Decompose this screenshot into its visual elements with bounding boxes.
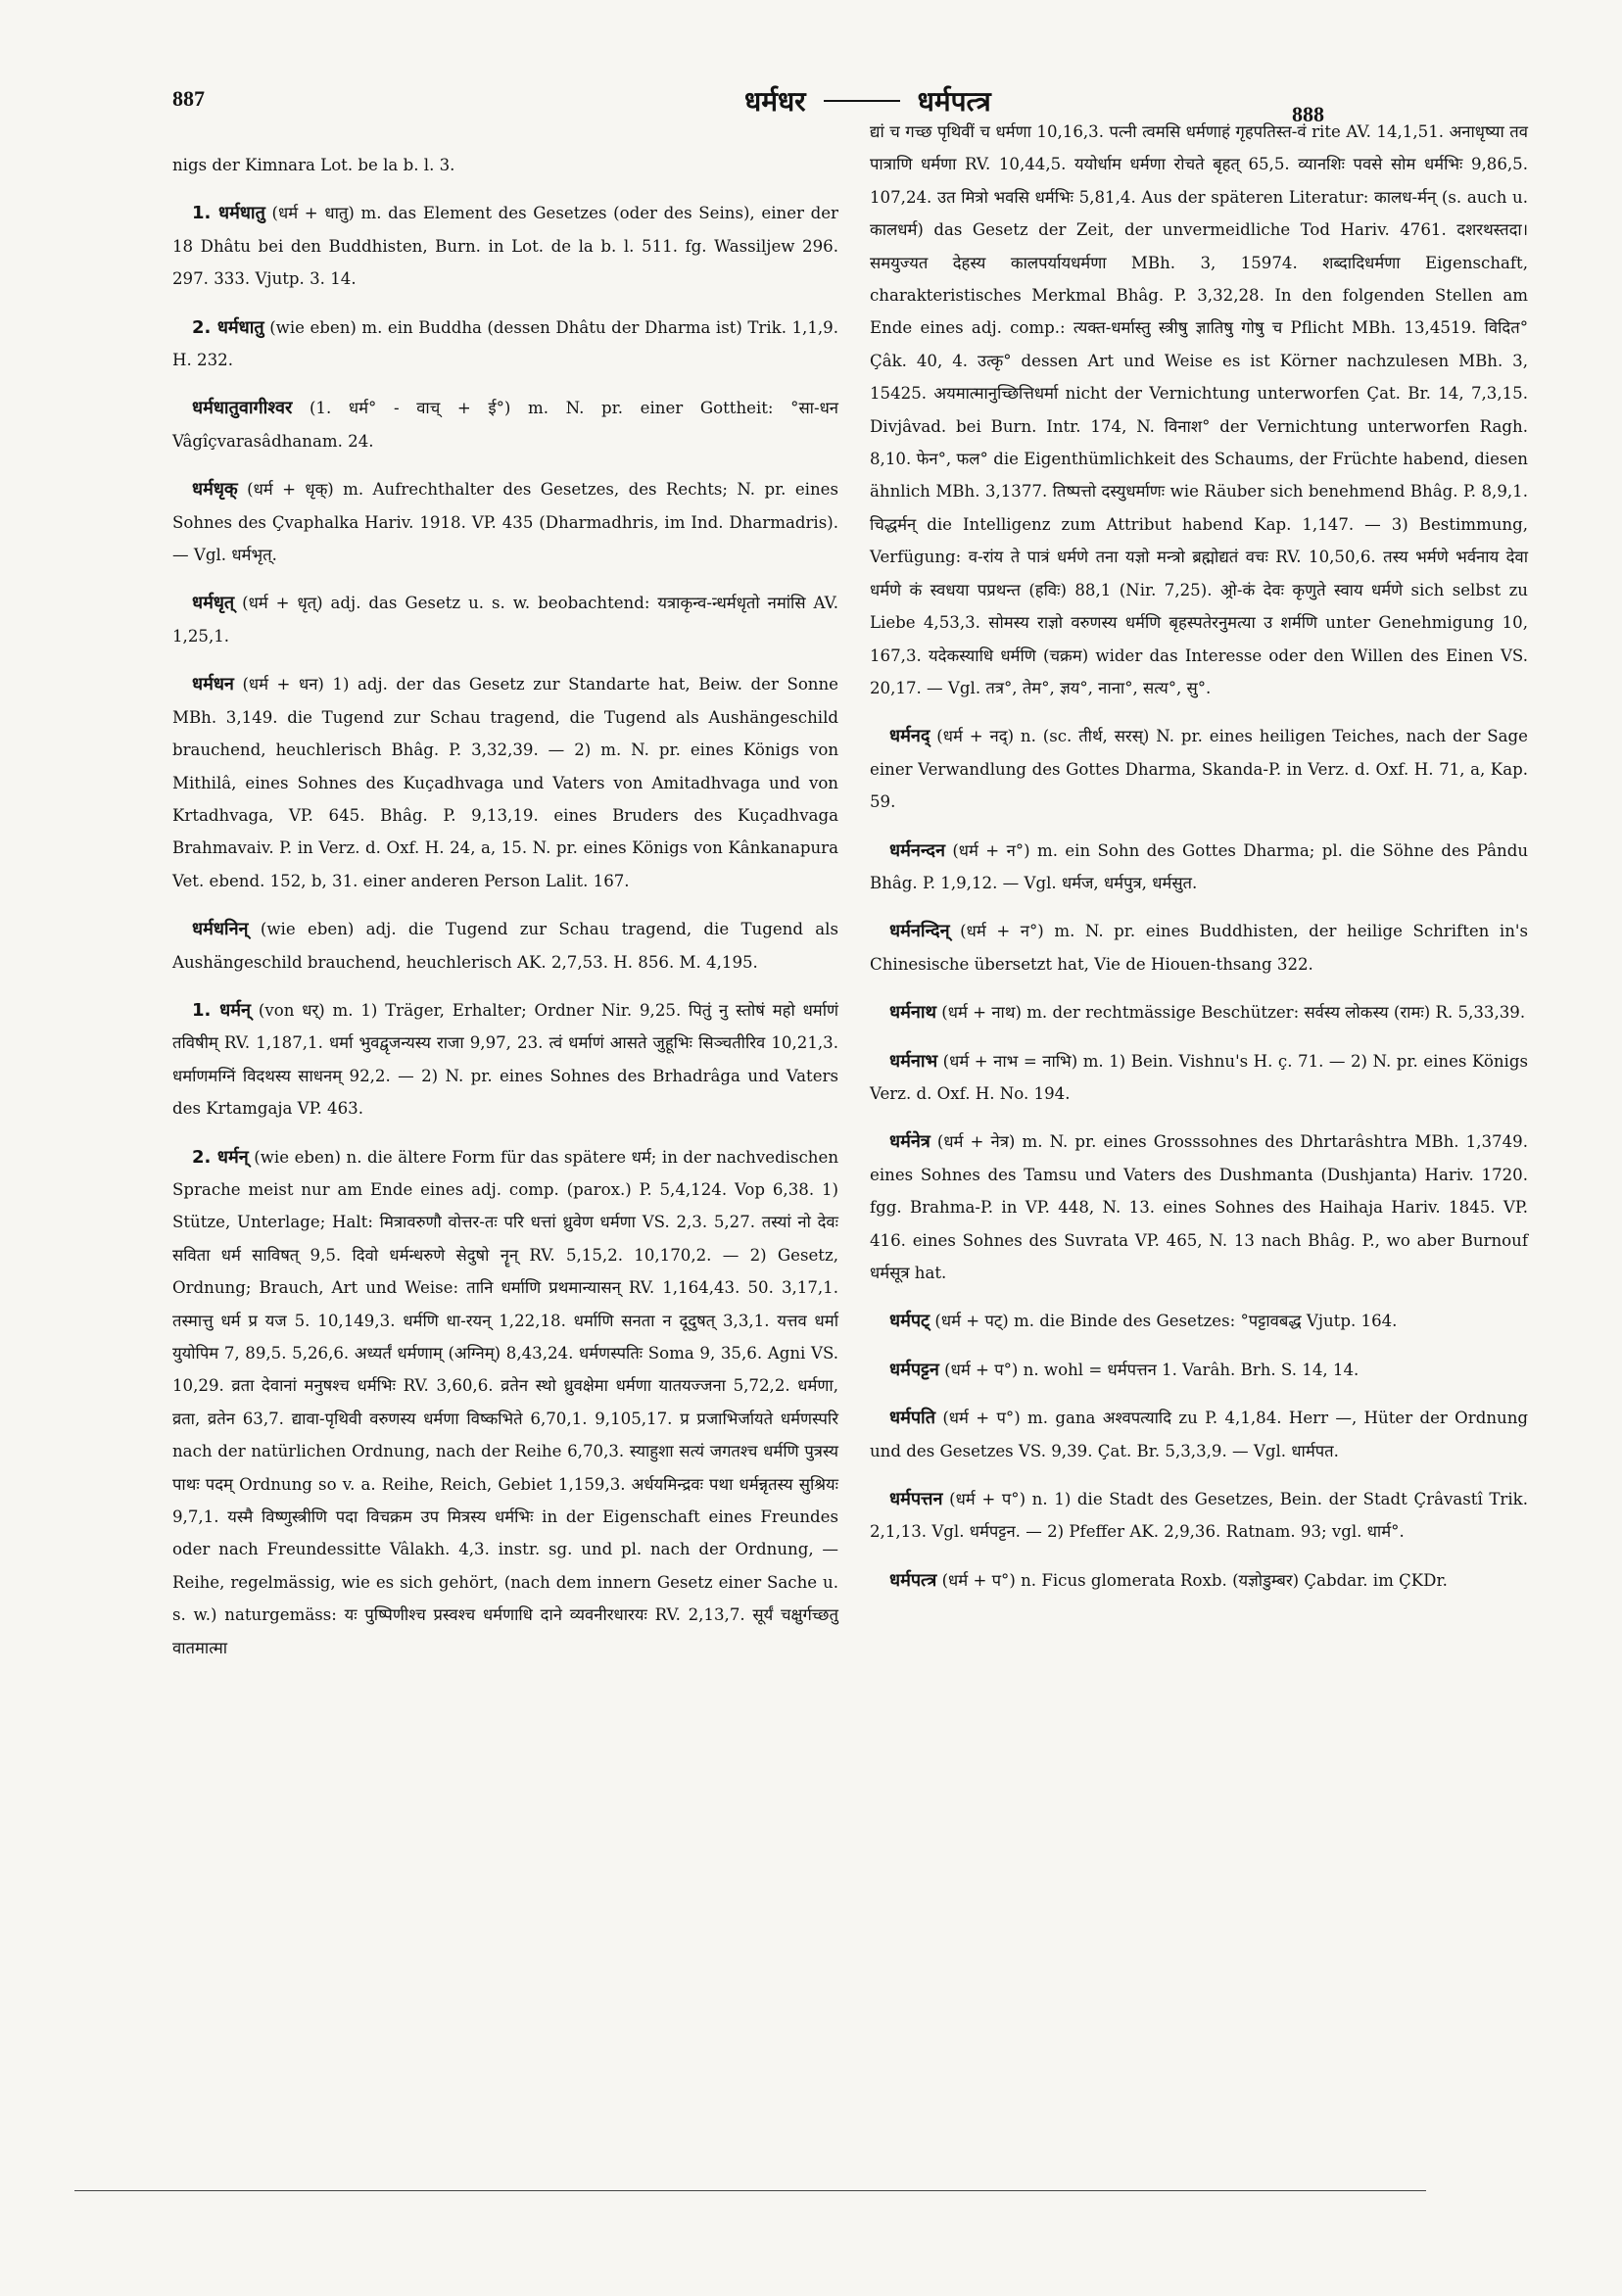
dictionary-entry xyxy=(870,996,1528,1028)
entry-headword: 1. धर्मधातु xyxy=(192,203,265,224)
dictionary-entry xyxy=(870,720,1528,818)
dictionary-entry xyxy=(172,197,838,295)
entry-text: (धर्म + प°) n. 1) die Stadt des Gesetzes, Bein. der Stadt Çrâvastî Trik. 2,1,13. Vgl. धर्मपट्टन. — 2) Pfeffer AK. 2,9,36. Ratnam. 93; vgl. धार्म°. xyxy=(870,1490,1528,1542)
dictionary-entry xyxy=(870,1045,1528,1111)
page-number-left: 887 xyxy=(172,86,205,111)
entry-text: (धर्म + धन) 1) adj. der das Gesetz zur Standarte hat, Beiw. der Sonne MBh. 3,149. die Tugend zur Schau tragend, die Tugend als Aushängeschild brauchend, heuchlerisch Bhâg. P. 3,32,39. — 2) m. N. pr. eines Königs von Mithilâ, eines Sohnes des Kuçadhvaga und Vaters von Amitadhvaga und von Krtadhvaga, VP. 645. Bhâg. P. 9,13,19. eines Bruders des Kuçadhvaga Brahmavaiv. P. in Verz. d. Oxf. H. 24, a, 15. N. pr. eines Königs von Kânkanapura Vet. ebend. 152, b, 31. einer anderen Person Lalit. 167. xyxy=(172,675,838,890)
dictionary-entry xyxy=(172,587,838,652)
entry-headword: धर्मनाभ xyxy=(889,1050,938,1072)
entry-headword: धर्मधनिन् xyxy=(192,919,249,940)
dictionary-entry xyxy=(870,835,1528,900)
entry-text: (धर्म + प°) m. gana अश्वपत्यादि zu P. 4,1,84. Herr —, Hüter der Ordnung und des Gesetzes VS. 9,39. Çat. Br. 5,3,3,9. — Vgl. धार्मपत. xyxy=(870,1409,1529,1460)
dictionary-entry xyxy=(172,913,838,979)
entry-text: द्यां च गच्छ पृथिवीं च धर्मणा 10,16,3. पत्नी त्वमसि धर्मणाहं गृहपतिस्त-वं rite AV. 14,1,51. अनाधृष्या तव पात्राणि धर्मणा RV. 10,44,5. ययोर्धाम धर्मणा रोचते बृहत् 65,5. व्यानशिः पवसे सोम धर्मभिः 9,86,5. 107,24. उत मित्रो भवसि धर्मभिः 5,81,4. Aus der späteren Literatur: कालध-र्मन् (s. auch u. कालधर्म) das Gesetz der Zeit, der unvermeidliche Tod Hariv. 4761. दशरथस्तदा। समयुज्यत देहस्य कालपर्यायधर्मणा MBh. 3, 15974. शब्दादिधर्मणा Eigenschaft, charakteristisches Merkmal Bhâg. P. 3,32,28. In den folgenden Stellen am Ende eines adj. comp.: त्यक्त-धर्मास्तु स्त्रीषु ज्ञातिषु गोषु च Pflicht MBh. 13,4519. विदित° Çâk. 40, 4. उत्कृ° dessen Art und Weise es ist Körner nachzulesen MBh. 3, 15425. अयमात्मानुच्छित्तिधर्मा nicht der Vernichtung unterworfen Çat. Br. 14, 7,3,15. Divjâvad. bei Burn. Intr. 174, N. विनाश° der Vernichtung unterworfen Ragh. 8,10. फेन°, फल° die Eigenthümlichkeit des Schaums, der Früchte habend, diesen ähnlich MBh. 3,1377. तिष्पत्तो दस्युधर्माणः wie Räuber sich benehmend Bhâg. P. 8,9,1. चिद्धर्मन् die Intelligenz zum Attribut habend Kap. 1,147. — 3) Bestimmung, Verfügung: व-रांय ते पात्रं धर्मणे तना यज्ञो मन्त्रो ब्रह्मोद्यतं वचः RV. 10,50,6. तस्य भर्मणे भर्वनाय देवा धर्मणे कं स्वधया पप्रथन्त (हविः) 88,1 (Nir. 7,25). अ्रो-कं देवः कृणुते स्वाय धर्मणे sich selbst zu Liebe 4,53,3. सोमस्य राज्ञो वरुणस्य धर्मणि बृहस्पतेरनुमत्या उ शर्मणि unter Genehmigung 10, 167,3. यदेकस्याधि धर्मणि (चक्रम) wider das Interesse oder den Willen des Einen VS. 20,17. — Vgl. तत्र°, तेम°, ज्ञय°, नाना°, सत्य°, सु°. xyxy=(870,122,1528,697)
entry-headword: धर्मपट् xyxy=(889,1311,930,1332)
dictionary-entry xyxy=(172,994,838,1125)
entry-headword: धर्मनेत्र xyxy=(889,1131,930,1153)
dictionary-entry xyxy=(870,1483,1528,1549)
dictionary-entry xyxy=(172,311,838,377)
entry-text: (धर्म + नेत्र) m. N. pr. eines Grosssohnes des Dhrtarâshtra MBh. 1,3749. eines Sohnes des Tamsu und Vaters des Dushmanta (Dushjanta) Hariv. 1720. fgg. Brahma-P. in VP. 448, N. 13. eines Sohnes des Haihaja Hariv. 1845. VP. 416. eines Sohnes des Suvrata VP. 465, N. 13 nach Bhâg. P., wo aber Burnouf धर्मसूत्र hat. xyxy=(870,1132,1528,1282)
entry-text: (धर्म + धातु) m. das Element des Gesetzes (oder des Seins), einer der 18 Dhâtu bei den Buddhisten, Burn. in Lot. de la b. l. 511. fg. Wassiljew 296. 297. 333. Vjutp. 3. 14. xyxy=(172,204,838,289)
dictionary-entry xyxy=(172,668,838,897)
dictionary-entry xyxy=(870,1305,1528,1337)
entry-headword: 1. धर्मन् xyxy=(192,999,252,1021)
entry-headword: 2. धर्मन् xyxy=(192,1146,249,1168)
page-number-right: 888 xyxy=(1292,102,1324,126)
running-head xyxy=(744,82,1195,120)
entry-headword: धर्मधृक् xyxy=(192,479,238,501)
running-head-right: धर्मपत्त्र xyxy=(917,85,991,118)
entry-text: (wie eben) m. ein Buddha (dessen Dhâtu der Dharma ist) Trik. 1,1,9. H. 232. xyxy=(172,317,838,370)
entry-text: (धर्म + नाथ) m. der rechtmässige Beschützer: सर्वस्य लोकस्य (रामः) R. 5,33,39. xyxy=(941,1003,1526,1023)
entry-text: (धर्म + प°) n. wohl = धर्मपत्तन 1. Varâh. Brh. S. 14, 14. xyxy=(944,1360,1360,1379)
dictionary-entry xyxy=(172,149,838,181)
entry-headword: धर्मधातुवागीश्वर xyxy=(192,398,293,419)
entry-text: (धर्म + प°) n. Ficus glomerata Roxb. (यज्ञोडुम्बर) Çabdar. im ÇKDr. xyxy=(941,1570,1448,1590)
dictionary-entry xyxy=(870,1402,1528,1467)
entry-headword: धर्मपट्टन xyxy=(889,1359,939,1380)
dictionary-entry xyxy=(870,1354,1528,1386)
entry-headword: धर्मधन xyxy=(192,674,234,695)
entry-text: nigs der Kimnara Lot. be la b. l. 3. xyxy=(172,156,455,174)
entry-headword: धर्मनद् xyxy=(889,726,930,747)
entry-headword: धर्मपत्त्र xyxy=(889,1569,937,1591)
right-column xyxy=(870,116,1528,1612)
entry-headword: धर्मनाथ xyxy=(889,1002,936,1024)
entry-text: (धर्म + न°) m. N. pr. eines Buddhisten, der heilige Schriften in's Chinesische übersetzt hat, Vie de Hiouen-thsang 322. xyxy=(870,922,1528,974)
left-column xyxy=(172,149,838,1680)
dictionary-entry xyxy=(870,116,1528,704)
entry-text: (von धर्) m. 1) Träger, Erhalter; Ordner Nir. 9,25. पितुं नु स्तोषं महो धर्माणं तविषीम् RV. 1,187,1. धर्मा भुवद्वृजन्यस्य राजा 9,97, 23. त्वं धर्माणं आसते जुहूभिः सिञ्चतीरिव 10,21,3. धर्माणमग्निं विदथस्य साधनम् 92,2. — 2) N. pr. eines Sohnes des Brhadrâga und Vaters des Krtamgaja VP. 463. xyxy=(172,1000,839,1119)
entry-text: (धर्म + धृक्) m. Aufrechthalter des Gesetzes, des Rechts; N. pr. eines Sohnes des Çvaphalka Hariv. 1918. VP. 435 (Dharmadhris, im Ind. Dharmadris). — Vgl. धर्मभृत्. xyxy=(172,480,838,565)
dictionary-entry xyxy=(870,915,1528,981)
entry-headword: धर्मधृत् xyxy=(192,593,235,614)
entry-text: (धर्म + नाभ = नाभि) m. 1) Bein. Vishnu's H. ç. 71. — 2) N. pr. eines Königs Verz. d. Oxf. H. No. 194. xyxy=(870,1051,1528,1103)
entry-headword: धर्मनन्दिन् xyxy=(889,921,950,942)
dictionary-entry xyxy=(172,1141,838,1665)
dictionary-entry xyxy=(870,1125,1528,1289)
entry-text: (wie eben) adj. die Tugend zur Schau tragend, die Tugend als Aushängeschild brauchend, heuchlerisch AK. 2,7,53. H. 856. M. 4,195. xyxy=(172,920,838,972)
entry-headword: धर्मपति xyxy=(889,1408,935,1429)
entry-headword: 2. धर्मधातु xyxy=(192,316,264,338)
entry-headword: धर्मपत्तन xyxy=(889,1489,943,1510)
running-head-dash xyxy=(824,100,900,102)
entry-text: (धर्म + न°) m. ein Sohn des Gottes Dharma; pl. die Söhne des Pându Bhâg. P. 1,9,12. — Vgl. धर्मज, धर्मपुत्र, धर्मसुत. xyxy=(870,840,1529,892)
entry-text: (धर्म + धृत्) adj. das Gesetz u. s. w. beobachtend: यत्राकृन्व-न्धर्मधृतो नमांसि AV. 1,25,1. xyxy=(172,594,838,646)
entry-text: (1. धर्म° - वाच् + ई°) m. N. pr. einer Gottheit: °सा-धन Vâgîçvarasâdhanam. 24. xyxy=(172,399,838,451)
dictionary-entry xyxy=(172,473,838,571)
entry-headword: धर्मनन्दन xyxy=(889,839,945,861)
entry-text: (धर्म + पट्) m. die Binde des Gesetzes: °पट्टावबद्ध Vjutp. 164. xyxy=(934,1312,1398,1331)
entry-text: (wie eben) n. die ältere Form für das spätere धर्म; in der nachvedischen Sprache meist nur am Ende eines adj. comp. (parox.) P. 5,4,124. Vop 6,38. 1) Stütze, Unterlage; Halt: मित्रावरुणौ वोत्तर-तः परि धत्तां ध्रुवेण धर्मणा VS. 2,3. 5,27. तस्यां नो देवः सविता धर्म साविषत् 9,5. दिवो धर्मन्धरुणे सेदुषो नॄन् RV. 5,15,2. 10,170,2. — 2) Gesetz, Ordnung; Brauch, Art und Weise: तानि धर्माणि प्रथमान्यासन् RV. 1,164,43. 50. 3,17,1. तस्मात्तु धर्म प्र यज 5. 10,149,3. धर्मणि धा-रयन् 1,22,18. धर्माणि सनता न दूदुषत् 3,3,1. यत्तव धर्मा युयोपिम 7, 89,5. 5,26,6. अध्यर्तं धर्मणाम् (अग्निम्) 8,43,24. धर्मणस्पतिः Soma 9, 35,6. Agni VS. 10,29. व्रता देवानां मनुषश्च धर्मभिः RV. 3,60,6. व्रतेन स्थो ध्रुवक्षेमा धर्मणा यातयज्जना 5,72,2. धर्मणा, व्रता, व्रतेन 63,7. द्यावा-पृथिवी वरुणस्य धर्मणा विष्कभिते 6,70,1. 9,105,17. प्र प्रजाभिर्जायते धर्मणस्परि nach der natürlichen Ordnung, nach der Reihe 6,70,3. स्याहुशा सत्यं जगतश्च धर्मणि पुत्रस्य पाथः पदम् Ordnung so v. a. Reihe, Reich, Gebiet 1,159,3. अर्धयमिन्द्रवः पथा धर्मन्नृतस्य सुश्रियः 9,7,1. यस्मै विष्णुस्त्रीणि पदा विचक्रम उप मित्रस्य धर्मभिः in der Eigenschaft eines Freundes oder nach Freundessitte Vâlakh. 4,3. instr. sg. und pl. nach der Ordnung, — Reihe, regelmässig, wie es sich gehört, (nach dem innern Gesetz einer Sache u. s. w.) naturgemäss: यः पुष्पिणीश्च प्रस्वश्च धर्मणाधि दाने व्यवनीरधारयः RV. 2,13,7. सूर्यं चक्षुर्गच्छतु वातमात्मा xyxy=(172,1147,838,1657)
entry-text: (धर्म + नद्) n. (sc. तीर्थ, सरस्) N. pr. eines heiligen Teiches, nach der Sage einer Verwandlung des Gottes Dharma, Skanda-P. in Verz. d. Oxf. H. 71, a, Kap. 59. xyxy=(870,727,1529,812)
dictionary-entry xyxy=(172,392,838,457)
running-head-left: धर्मधर xyxy=(744,85,806,118)
dictionary-entry xyxy=(870,1564,1528,1597)
bottom-rule xyxy=(74,2190,1426,2191)
